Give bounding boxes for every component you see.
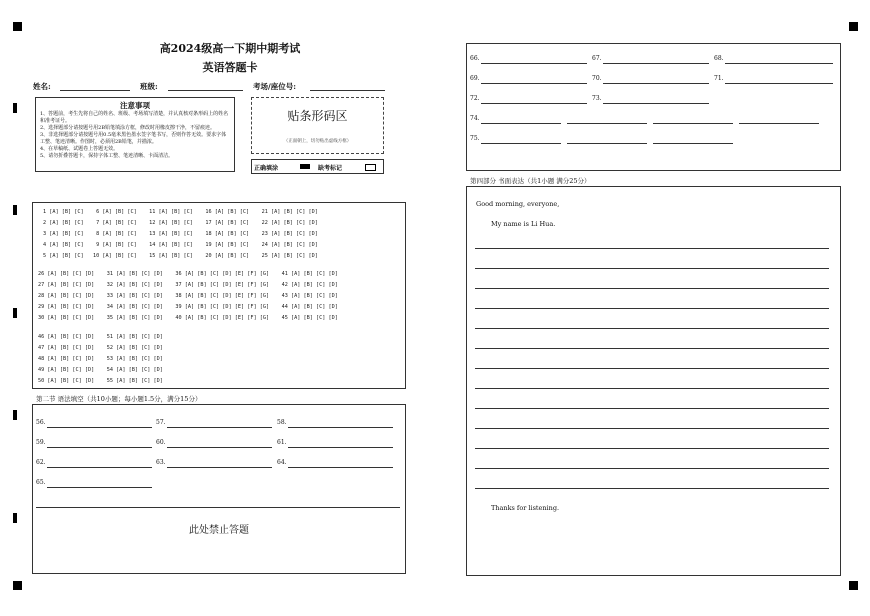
q72-label: 72. [470, 95, 480, 102]
q70-answer-line[interactable] [603, 83, 709, 84]
writing-line[interactable] [475, 348, 829, 349]
q59-label: 59. [36, 439, 46, 446]
writing-line[interactable] [475, 468, 829, 469]
writing-line[interactable] [475, 408, 829, 409]
barcode-area [251, 97, 384, 154]
exam-title: 高2024级高一下期中期考试 [159, 42, 301, 55]
mc-row[interactable]: 50 [A] [B] [C] [D] 55 [A] [B] [C] [D] [38, 378, 163, 384]
correct-fill-label: 正确填涂 [254, 165, 279, 172]
notice-item: 4、在草稿纸、试题卷上答题无效。 [40, 146, 119, 152]
writing-line[interactable] [475, 388, 829, 389]
multiple-choice-section [32, 202, 406, 389]
mc-row[interactable]: 47 [A] [B] [C] [D] 52 [A] [B] [C] [D] [38, 345, 163, 351]
q60-label: 60. [156, 439, 166, 446]
q65-answer-line[interactable] [47, 487, 152, 488]
q72-answer-line[interactable] [481, 103, 587, 104]
q69-label: 69. [470, 75, 480, 82]
class-label: 班级: [140, 82, 158, 91]
notice-item: 2、选择题部分请按题号用2B铅笔填涂方框，修改时用橡皮擦干净，不留痕迹。 [40, 125, 216, 131]
intro-text: My name is Li Hua. [491, 220, 556, 228]
mc-row[interactable]: 2 [A] [B] [C] 7 [A] [B] [C] 12 [A] [B] [C] 17 [A] [B] [C] 22 [A] [B] [C] [D] [43, 220, 318, 226]
q67-answer-line[interactable] [603, 63, 709, 64]
q74-answer-line[interactable] [653, 123, 733, 124]
q59-answer-line[interactable] [47, 447, 152, 448]
q56-answer-line[interactable] [47, 427, 152, 428]
q68-answer-line[interactable] [725, 63, 833, 64]
writing-line[interactable] [475, 368, 829, 369]
correct-fill-sample [300, 164, 310, 169]
sheet-title: 英语答题卡 [202, 61, 258, 74]
writing-line[interactable] [475, 288, 829, 289]
timing-mark [13, 205, 17, 215]
q66-answer-line[interactable] [481, 63, 587, 64]
q74-label: 74. [470, 115, 480, 122]
mc-row[interactable]: 30 [A] [B] [C] [D] 35 [A] [B] [C] [D] 40 [A] [B] [C] [D] [E] [F] [G] 45 [A] [B] [C] [D] [38, 315, 338, 321]
q65-label: 65. [36, 479, 46, 486]
writing-line[interactable] [475, 268, 829, 269]
grammar-fill-section [32, 404, 406, 574]
mc-row[interactable]: 29 [A] [B] [C] [D] 34 [A] [B] [C] [D] 39 [A] [B] [C] [D] [E] [F] [G] 44 [A] [B] [C] [D] [38, 304, 338, 310]
writing-line[interactable] [475, 248, 829, 249]
section4-title: 第四部分 书面表达（共1小题 满分25分） [470, 177, 591, 185]
corner-mark-top-right [849, 22, 858, 31]
writing-line[interactable] [475, 488, 829, 489]
q70-label: 70. [592, 75, 602, 82]
mc-row[interactable]: 28 [A] [B] [C] [D] 33 [A] [B] [C] [D] 38 [A] [B] [C] [D] [E] [F] [G] 43 [A] [B] [C] [D] [38, 293, 338, 299]
q75-answer-line[interactable] [481, 143, 561, 144]
seat-field[interactable] [310, 90, 385, 91]
timing-mark [13, 308, 17, 318]
timing-mark [13, 513, 17, 523]
mc-row[interactable]: 5 [A] [B] [C] 10 [A] [B] [C] 15 [A] [B] [C] 20 [A] [B] [C] 25 [A] [B] [C] [D] [43, 253, 318, 259]
q69-answer-line[interactable] [481, 83, 587, 84]
q64-label: 64. [277, 459, 287, 466]
corner-mark-top-left [13, 22, 22, 31]
mc-row[interactable]: 27 [A] [B] [C] [D] 32 [A] [B] [C] [D] 37 [A] [B] [C] [D] [E] [F] [G] 42 [A] [B] [C] [D] [38, 282, 338, 288]
q67-label: 67. [592, 55, 602, 62]
writing-line[interactable] [475, 308, 829, 309]
q61-answer-line[interactable] [288, 447, 393, 448]
notice-title: 注意事项 [120, 101, 150, 110]
q57-label: 57. [156, 419, 166, 426]
q66-label: 66. [470, 55, 480, 62]
q60-answer-line[interactable] [167, 447, 272, 448]
writing-line[interactable] [475, 328, 829, 329]
q75-answer-line[interactable] [653, 143, 733, 144]
class-field[interactable] [168, 90, 243, 91]
q73-label: 73. [592, 95, 602, 102]
q68-label: 68. [714, 55, 724, 62]
q63-label: 63. [156, 459, 166, 466]
writing-section [466, 186, 841, 576]
barcode-label: 贴条形码区 [287, 109, 348, 123]
continued-fill-section [466, 43, 841, 171]
q71-label: 71. [714, 75, 724, 82]
name-label: 姓名: [33, 82, 51, 91]
notice-item: 1、答题前，考生先将自己的姓名、班级、考场填写清楚，并认真核对条形码上的姓名和准考证号。 [40, 111, 229, 124]
q58-answer-line[interactable] [288, 427, 393, 428]
section-divider [36, 507, 400, 508]
absent-mark-label: 缺考标记 [318, 165, 343, 172]
q62-label: 62. [36, 459, 46, 466]
mc-row[interactable]: 1 [A] [B] [C] 6 [A] [B] [C] 11 [A] [B] [C] 16 [A] [B] [C] 21 [A] [B] [C] [D] [43, 209, 318, 215]
q75-label: 75. [470, 135, 480, 142]
corner-mark-bottom-right [849, 581, 858, 590]
seat-label: 考场/座位号: [253, 82, 297, 91]
absent-mark-checkbox[interactable] [365, 164, 376, 171]
q57-answer-line[interactable] [167, 427, 272, 428]
q74-answer-line[interactable] [739, 123, 819, 124]
mc-row[interactable]: 46 [A] [B] [C] [D] 51 [A] [B] [C] [D] [38, 334, 163, 340]
timing-mark [13, 410, 17, 420]
writing-line[interactable] [475, 428, 829, 429]
barcode-hint: （正面朝上，切勿贴出虚线方框） [283, 139, 352, 144]
mc-row[interactable]: 49 [A] [B] [C] [D] 54 [A] [B] [C] [D] [38, 367, 163, 373]
q64-answer-line[interactable] [288, 467, 393, 468]
q74-answer-line[interactable] [567, 123, 647, 124]
fill-legend [251, 159, 384, 174]
q56-label: 56. [36, 419, 46, 426]
q62-answer-line[interactable] [47, 467, 152, 468]
page-header [30, 40, 430, 75]
q63-answer-line[interactable] [167, 467, 272, 468]
mc-row[interactable]: 26 [A] [B] [C] [D] 31 [A] [B] [C] [D] 36 [A] [B] [C] [D] [E] [F] [G] 41 [A] [B] [C] [D] [38, 271, 338, 277]
notice-item: 5、请勿折叠答题卡，保持字体工整、笔迹清晰、卡面清洁。 [40, 153, 174, 159]
mc-row[interactable]: 3 [A] [B] [C] 8 [A] [B] [C] 13 [A] [B] [C] 18 [A] [B] [C] 23 [A] [B] [C] [D] [43, 231, 318, 237]
mc-row[interactable]: 4 [A] [B] [C] 9 [A] [B] [C] 14 [A] [B] [C] 19 [A] [B] [C] 24 [A] [B] [C] [D] [43, 242, 318, 248]
corner-mark-bottom-left [13, 581, 22, 590]
notice-item: 3、非选择题部分请按题号用0.5毫米黑色墨水签字笔书写，否则作答无效。要求字体工整、笔迹清晰。作图时，必须用2B铅笔，并描浓。 [40, 132, 227, 145]
section2-title: 第二节 语法填空（共10小题；每小题1.5分，满分15分） [36, 395, 202, 403]
q75-answer-line[interactable] [567, 143, 647, 144]
name-field[interactable] [60, 90, 130, 91]
closing-text: Thanks for listening. [491, 504, 560, 512]
q71-answer-line[interactable] [725, 83, 833, 84]
q73-answer-line[interactable] [603, 103, 709, 104]
mc-row[interactable]: 48 [A] [B] [C] [D] 53 [A] [B] [C] [D] [38, 356, 163, 362]
notice-box [35, 97, 235, 172]
timing-mark [13, 103, 17, 113]
q58-label: 58. [277, 419, 287, 426]
greeting-text: Good morning, everyone, [476, 200, 560, 208]
q74-answer-line[interactable] [481, 123, 561, 124]
no-answer-zone-label: 此处禁止答题 [189, 525, 249, 536]
writing-line[interactable] [475, 448, 829, 449]
q61-label: 61. [277, 439, 287, 446]
